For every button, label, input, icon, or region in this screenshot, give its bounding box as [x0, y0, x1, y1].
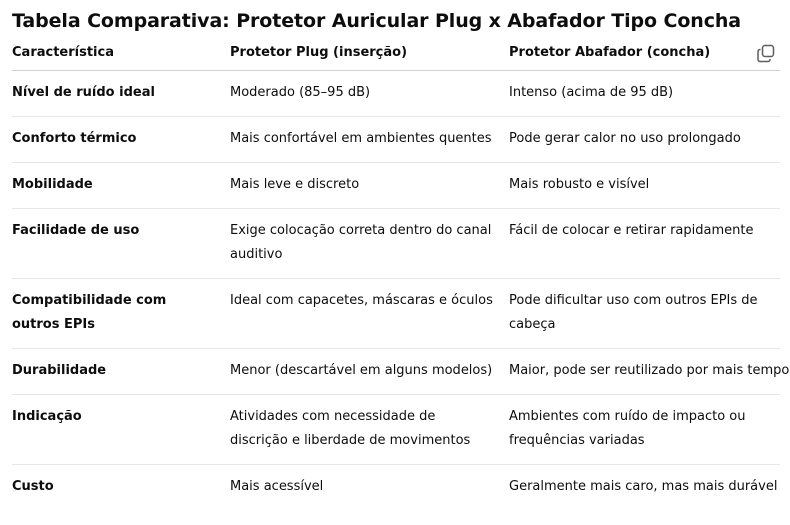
abafador-cell: Pode gerar calor no uso prolongado: [509, 117, 780, 163]
abafador-cell: Maior, pode ser reutilizado por mais tempo: [509, 349, 780, 395]
table-row: [12, 395, 780, 465]
table-row: [12, 209, 780, 279]
feature-cell: Mobilidade: [12, 163, 230, 209]
abafador-cell: Pode dificultar uso com outros EPIs de cabeça: [509, 279, 780, 349]
table-header: [12, 34, 780, 71]
abafador-cell: Intenso (acima de 95 dB): [509, 71, 780, 117]
feature-cell: Durabilidade: [12, 349, 230, 395]
table-row: [12, 465, 780, 511]
table-title: Tabela Comparativa: Protetor Auricular Plug x Abafador Tipo Concha: [12, 10, 742, 32]
abafador-cell: Ambientes com ruído de impacto ou frequências variadas: [509, 395, 780, 465]
table-row: [12, 349, 780, 395]
feature-cell: Compatibilidade com outros EPIs: [12, 279, 230, 349]
feature-cell: Facilidade de uso: [12, 209, 230, 279]
header-row: [12, 34, 780, 71]
column-header-feature: Característica: [12, 34, 230, 71]
plug-cell: Menor (descartável em alguns modelos): [230, 349, 509, 395]
feature-cell: Nível de ruído ideal: [12, 71, 230, 117]
table-row: [12, 117, 780, 163]
comparison-table: [12, 34, 790, 510]
table-body: [12, 71, 790, 511]
plug-cell: Mais confortável em ambientes quentes: [230, 117, 509, 163]
plug-cell: Mais acessível: [230, 479, 324, 494]
feature-cell: Custo: [12, 479, 54, 494]
feature-cell: Conforto térmico: [12, 117, 230, 163]
plug-cell: Atividades com necessidade de discrição e liberdade de movimentos: [230, 395, 509, 465]
column-header-abafador: Protetor Abafador (concha): [509, 34, 780, 71]
abafador-cell: Mais robusto e visível: [509, 163, 780, 209]
table-row: [12, 71, 780, 117]
table-row: [12, 163, 780, 209]
plug-cell: Moderado (85–95 dB): [230, 71, 509, 117]
plug-cell: Ideal com capacetes, máscaras e óculos: [230, 279, 509, 349]
feature-cell: Indicação: [12, 395, 230, 465]
plug-cell: Exige colocação correta dentro do canal auditivo: [230, 209, 509, 279]
abafador-cell: Fácil de colocar e retirar rapidamente: [509, 209, 780, 279]
abafador-cell: Geralmente mais caro, mas mais durável: [509, 479, 778, 494]
plug-cell: Mais leve e discreto: [230, 163, 509, 209]
table-row: [12, 279, 780, 349]
column-header-plug: Protetor Plug (inserção): [230, 34, 509, 71]
